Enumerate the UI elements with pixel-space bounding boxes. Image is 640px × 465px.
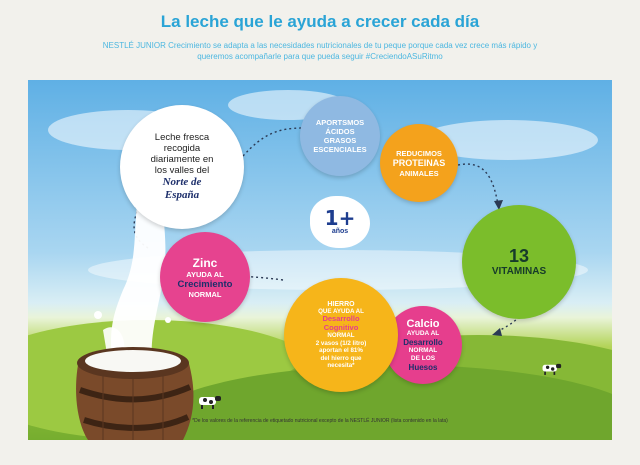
- vitaminas-number: 13: [508, 246, 530, 266]
- hierro-line: Desarrollo: [322, 314, 360, 324]
- age-number: 1+: [324, 206, 356, 230]
- calcio-line: NORMAL: [408, 347, 438, 354]
- hierro-circle: [284, 278, 398, 392]
- infographic-scene: [28, 80, 612, 440]
- hierro-line: aportan el 81%: [319, 347, 363, 355]
- brand-line: Norte de: [162, 176, 202, 188]
- calcio-title: Calcio: [406, 318, 440, 330]
- page-subtitle: NESTLÉ JUNIOR Crecimiento se adapta a las necesidades nutricionales de tu peque porque cada vez crece más rápido y queremos acompañarle para que pueda seguir #CreciendoASuRitmo: [102, 41, 538, 61]
- hierro-line: NORMAL: [327, 332, 355, 340]
- acidos-line: ESCENCIALES: [313, 145, 367, 154]
- calcio-line: DE LOS: [410, 355, 436, 362]
- acidos-grasos-circle: [300, 96, 380, 176]
- calcio-line: Huesos: [408, 363, 438, 372]
- footnote: *De los valores de la referencia de etiquetado nutricional excepto de la NESTLÉ JUNIOR (lista contenido en la lata): [192, 418, 448, 424]
- proteinas-line: REDUCIMOS: [396, 148, 442, 158]
- proteinas-circle: [380, 124, 458, 202]
- vitaminas-circle: [462, 205, 576, 319]
- milk-jug-illustration: [58, 335, 208, 440]
- zinc-circle: [160, 232, 250, 322]
- hierro-line: Cognitivo: [323, 322, 359, 332]
- proteinas-line: PROTEINAS: [392, 157, 446, 168]
- leche-line: diariamente en: [150, 154, 214, 165]
- hierro-line: del hierro que: [320, 354, 362, 362]
- acidos-line: APORTSMOS: [315, 118, 365, 127]
- zinc-line: AYUDA AL: [186, 269, 224, 279]
- hierro-line: 2 vasos (1/2 litro): [315, 339, 367, 347]
- hierro-title: HIERRO: [327, 300, 355, 308]
- leche-line: recogida: [163, 143, 201, 154]
- proteinas-line: ANIMALES: [399, 168, 439, 178]
- vitaminas-label: VITAMINAS: [491, 266, 547, 277]
- brand-line: España: [164, 189, 200, 201]
- leche-line: los valles del: [154, 165, 210, 176]
- calcio-line: AYUDA AL: [406, 330, 440, 337]
- cow-icon: [196, 395, 222, 409]
- age-unit: años: [331, 228, 349, 235]
- cow-icon: [540, 363, 562, 375]
- hierro-line: necesita*: [327, 362, 355, 370]
- hierro-line: QUE AYUDA AL: [318, 307, 364, 315]
- zinc-line: NORMAL: [188, 289, 222, 299]
- leche-fresca-circle: [120, 105, 244, 229]
- calcio-line: Desarrollo: [403, 338, 443, 347]
- zinc-line: Crecimiento: [177, 278, 233, 290]
- acidos-line: GRASOS: [323, 136, 357, 145]
- zinc-title: Zinc: [192, 255, 218, 270]
- age-badge: [310, 196, 370, 248]
- acidos-line: ÁCIDOS: [325, 127, 355, 136]
- page-title: La leche que le ayuda a crecer cada día: [160, 12, 480, 31]
- leche-line: Leche fresca: [154, 132, 210, 143]
